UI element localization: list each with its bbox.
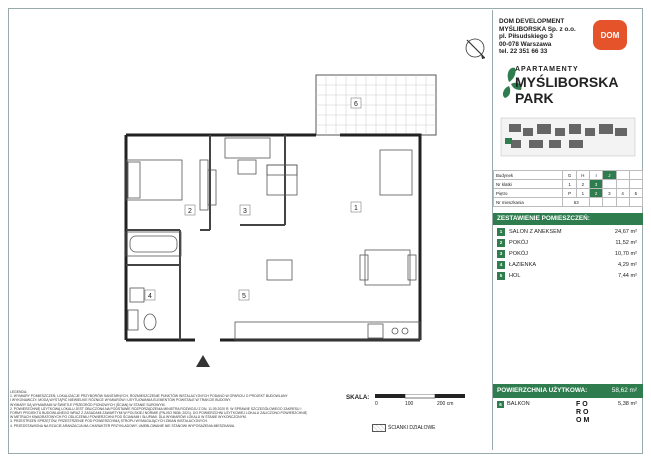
usable-area-label: POWIERZCHNIA UŻYTKOWA: bbox=[497, 387, 588, 394]
project-line2: MYŚLIBORSKA bbox=[515, 74, 619, 90]
walls-label: ŚCIANKI DZIAŁOWE bbox=[388, 425, 436, 431]
svg-text:0: 0 bbox=[375, 401, 378, 407]
info-panel bbox=[492, 10, 643, 450]
developer-phone: tel. 22 351 66 33 bbox=[499, 48, 548, 56]
project-line3: PARK bbox=[515, 90, 554, 106]
svg-text:200 cm: 200 cm bbox=[437, 401, 454, 407]
row-budynek: Budynek G H I J bbox=[494, 171, 643, 180]
location-table bbox=[493, 170, 643, 207]
room-label-1 bbox=[351, 202, 361, 212]
developer-company: MYŚLIBORSKA Sp. z o.o. bbox=[499, 25, 576, 33]
usable-area-value: 58,62 m² bbox=[611, 387, 637, 394]
developer-city: 00-078 Warszawa bbox=[499, 40, 552, 48]
bathroom-fixtures bbox=[126, 232, 181, 330]
living-furniture bbox=[360, 150, 416, 285]
room-label-3-text: 3 bbox=[243, 208, 247, 215]
kitchen bbox=[235, 322, 420, 340]
entrance-arrow-icon bbox=[196, 355, 210, 367]
foroom-logo: FO RO OM bbox=[576, 401, 592, 424]
usable-area-bar bbox=[493, 384, 643, 398]
dom-logo: DOM bbox=[593, 20, 627, 50]
scale-bar bbox=[375, 394, 465, 408]
inner-walls bbox=[126, 135, 285, 340]
room-label-5 bbox=[239, 290, 249, 300]
wall-swatch bbox=[372, 424, 386, 432]
project-line1: APARTAMENTY bbox=[515, 66, 579, 73]
room-row: 3 POKÓJ 10,70 m² bbox=[493, 249, 643, 259]
room-label-5-text: 5 bbox=[242, 293, 246, 300]
outer-walls bbox=[126, 135, 420, 340]
svg-text:100: 100 bbox=[405, 401, 414, 407]
row-pietro: Piętro P 1 2 3 4 5 bbox=[494, 189, 643, 198]
room-row: 2 POKÓJ 11,52 m² bbox=[493, 238, 643, 248]
room-label-4 bbox=[145, 290, 155, 300]
building-minimap bbox=[499, 112, 637, 162]
room-label-2 bbox=[185, 205, 195, 215]
room-label-6-text: 6 bbox=[354, 101, 358, 108]
room-row: 5 HOL 7,44 m² bbox=[493, 271, 643, 281]
room-label-1-text: 1 bbox=[354, 205, 358, 212]
balcony-row: 6 BALKON 5,38 m² bbox=[493, 399, 643, 410]
scale-label: SKALA: bbox=[346, 394, 370, 401]
furniture-room-3 bbox=[208, 138, 297, 280]
room-row: 1 SALON Z ANEKSEM 24,67 m² bbox=[493, 227, 643, 237]
developer-name: DOM DEVELOPMENT bbox=[499, 18, 565, 25]
legend-notes: LEGENDA: 1. WYMIARY POMIESZCZEŃ, LOKALIZACJE PRZYBORÓW SANITARNYCH, ROZMIESZCZENIE PUNKTÓW INSTALACYJNYCH PODANO W OPARCIU O PROJEKT BUDOWLANY I WYKONAWCZY. MOGĄ WYSTĄPIĆ NIEWIELKIE RÓŻNICE WYMIARÓW I USYTUOWANIA ELEMENTÓW POWSTAŁE W TRAKCIE BUDOWY. WYMIARY SĄ WYMIARAMI W ŚWIETLE PRZEGRÓD PIONOWYCH (ŚCIAN) W STANIE SUROWYM. 2. POWIERZCHNIĘ UŻYTKOWĄ LOKALU JEST OBLICZONA NA PODSTAWIE ROZPORZĄDZENIA MINISTRA ROZWOJU Z DN. 11.09.2020 R. W SPRAWIE SZCZEGÓŁOWEGO ZAKRESU I FORMY PROJEKTU BUDOWLANEGO WRAZ Z ZASADAMI ZAWARTYMI W POLSKIEJ NORMIE (PN-ISO 9836: 2021). DO POWIERZCHNI UŻYTKOWEJ LOKALU ZALICZONO POWIERZCHNIĘ W METRACH KWADRATOWYCH PO ODLICZENIU POWIERZCHNI POD ŚCIANAMI I SŁUPAMI. DLA WYMIARÓW LOKALU W STANIE WYKOŃCZONYM. 3. PRZESTRZEŃ SPRZĘTÓW, PRZESTRZENIE POD POWIERZCHNIĄ STROPU WYMAGAJĄCYCH ZMIAN INSTALACYJNYCH. 4. PRZEDSTAWIONA NA RZUCIE ARANŻACJA MA CHARAKTER PRZYKŁADOWY, UMEBLOWANIE NIE STANOWI WYPOSAŻENIA MIESZKANIA. bbox=[10, 390, 307, 428]
bed-room-2 bbox=[126, 160, 208, 210]
balcony-area bbox=[316, 75, 436, 135]
row-klatka: Nr klatki 1 2 3 bbox=[494, 180, 643, 189]
floor-plan bbox=[10, 10, 485, 385]
room-label-6 bbox=[351, 98, 361, 108]
room-row: 4 ŁAZIENKA 4,29 m² bbox=[493, 260, 643, 270]
room-label-2-text: 2 bbox=[188, 208, 192, 215]
developer-street: pl. Piłsudskiego 3 bbox=[499, 33, 553, 41]
row-mieszkanie: Nr mieszkania 63 bbox=[494, 198, 643, 207]
rooms-header: ZESTAWIENIE POMIESZCZEŃ: bbox=[493, 213, 643, 225]
room-label-4-text: 4 bbox=[148, 293, 152, 300]
compass-icon bbox=[466, 39, 485, 59]
room-label-3 bbox=[240, 205, 250, 215]
